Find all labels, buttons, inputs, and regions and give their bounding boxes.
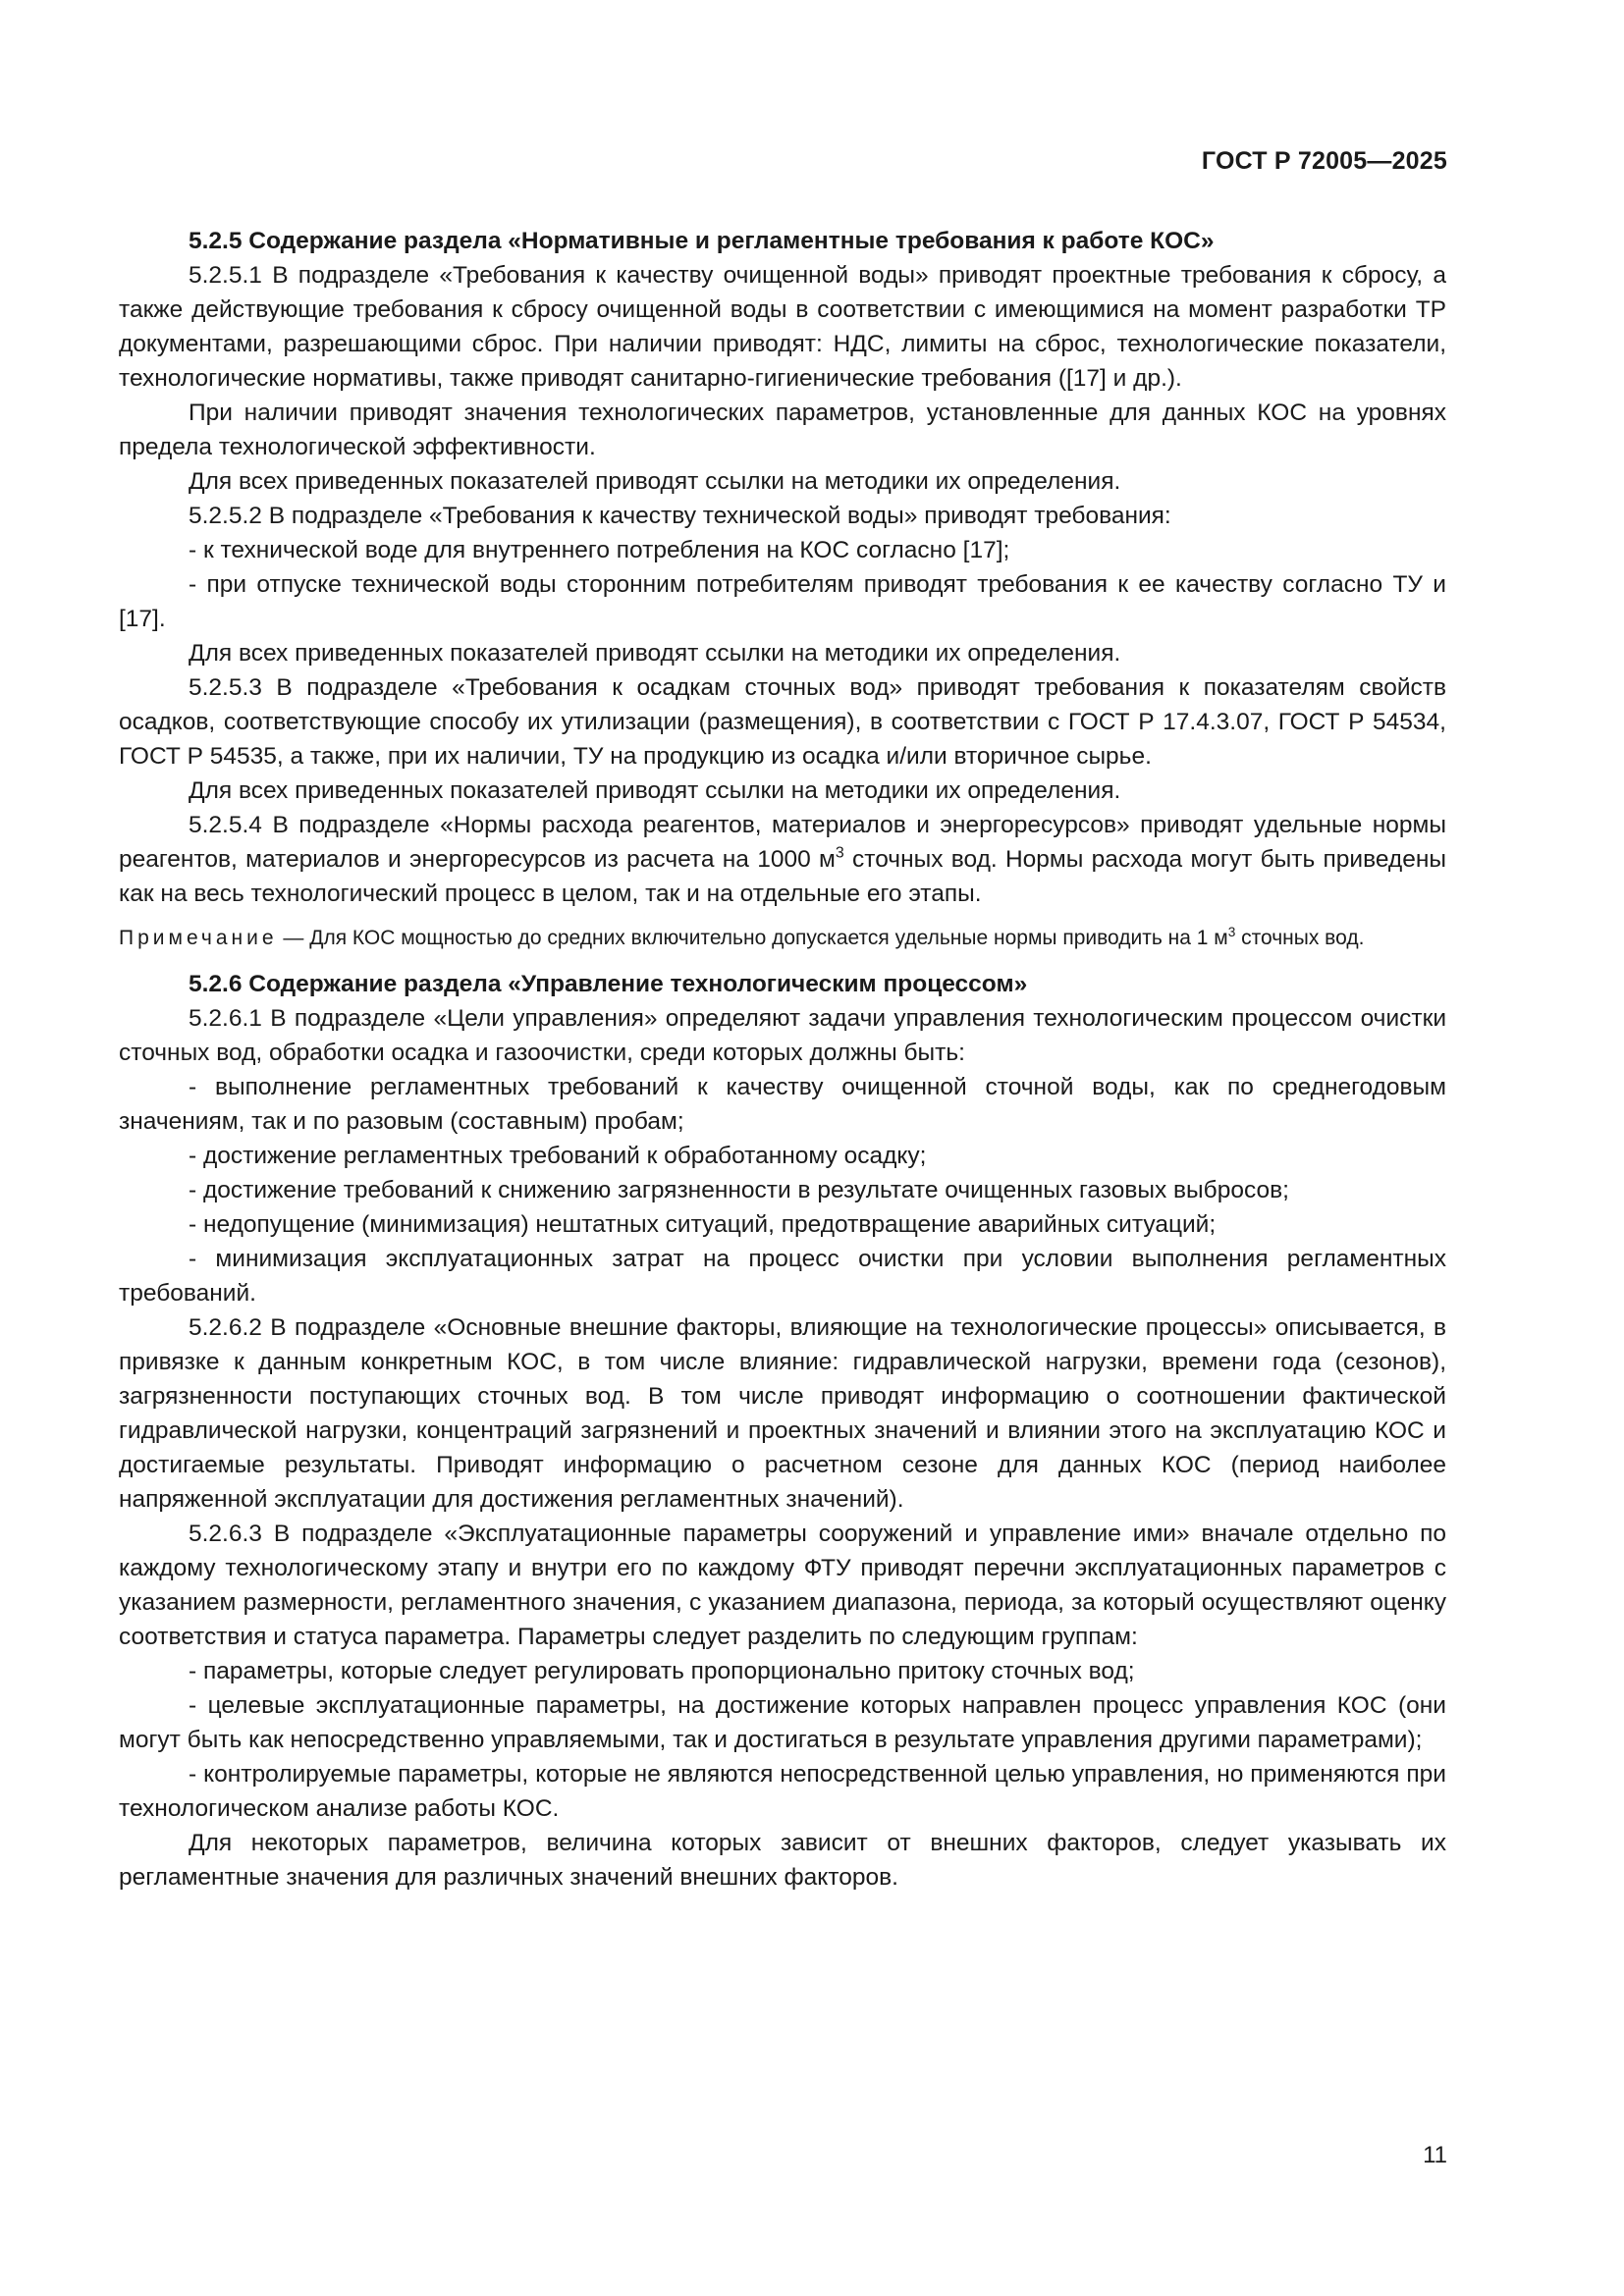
list-item: - параметры, которые следует регулировать пропорционально притоку сточных вод; <box>189 1658 1135 1684</box>
paragraph-5-2-5-4 <box>119 808 1446 911</box>
list-item: - минимизация эксплуатационных затрат на процесс очистки при условии выполнения регламентных требований. <box>119 1246 1446 1307</box>
list-item: - при отпуске технической воды сторонним потребителям приводят требования к ее качеству согласно ТУ и [17]. <box>119 571 1446 632</box>
paragraph: Для всех приведенных показателей приводят ссылки на методики их определения. <box>189 640 1121 667</box>
list-item: - достижение регламентных требований к обработанному осадку; <box>189 1143 927 1169</box>
note-text: сточных вод. <box>1235 927 1365 949</box>
superscript: 3 <box>835 844 844 862</box>
note-text: — Для КОС мощностью до средних включительно допускается удельные нормы приводить на 1 м <box>277 927 1228 949</box>
document-body <box>119 224 1446 1895</box>
paragraph: Для некоторых параметров, величина которых зависит от внешних факторов, следует указывать их регламентные значения для различных значений внешних факторов. <box>119 1830 1446 1891</box>
paragraph: 5.2.5.1 В подразделе «Требования к качеству очищенной воды» приводят проектные требования к сбросу, а также действующие требования к сбросу очищенной воды в соответствии с имеющимися на момент разработки ТР документами, разрешающими сброс. При наличии приводят: НДС, лимиты на сброс, технологические показатели, технологические нормативы, также приводят санитарно-гигиенические требования ([17] и др.). <box>119 262 1446 392</box>
list-item: - контролируемые параметры, которые не являются непосредственной целью управления, но применяются при технологическом анализе работы КОС. <box>119 1761 1446 1822</box>
paragraph-text: 5.2.5.4 В подразделе «Нормы расхода реагентов, материалов и энергоресурсов» приводят удельные нормы реагентов, материалов и энергоресурсов из расчета на 1000 м <box>119 812 1446 873</box>
paragraph: При наличии приводят значения технологических параметров, установленные для данных КОС на уровнях предела технологической эффективности. <box>119 400 1446 460</box>
paragraph: 5.2.6.3 В подразделе «Эксплуатационные параметры сооружений и управление ими» вначале отдельно по каждому технологическому этапу и внутри его по каждому ФТУ приводят перечни эксплуатационных параметров с указанием размерности, регламентного значения, с указанием диапазона, периода, за который осуществляют оценку соответствия и статуса параметра. Параметры следует разделить по следующим группам: <box>119 1521 1446 1650</box>
section-heading-5-2-6: 5.2.6 Содержание раздела «Управление технологическим процессом» <box>189 971 1028 997</box>
list-item: - недопущение (минимизация) нештатных ситуаций, предотвращение аварийных ситуаций; <box>189 1211 1217 1238</box>
document-header: ГОСТ Р 72005—2025 <box>1201 147 1447 175</box>
list-item: - достижение требований к снижению загрязненности в результате очищенных газовых выбросов; <box>189 1177 1289 1203</box>
paragraph-text: сточных вод. Нормы расхода могут быть приведены как на весь технологический процесс в целом, так и на отдельные его этапы. <box>119 846 1446 907</box>
list-item: - целевые эксплуатационные параметры, на достижение которых направлен процесс управления КОС (они могут быть как непосредственно управляемыми, так и достигаться в результате управления другими параметрами); <box>119 1692 1446 1753</box>
page-number: 11 <box>1423 2142 1447 2168</box>
list-item: - выполнение регламентных требований к качеству очищенной сточной воды, как по среднегодовым значениям, так и по разовым (составным) пробам; <box>119 1074 1446 1135</box>
paragraph: Для всех приведенных показателей приводят ссылки на методики их определения. <box>189 777 1121 804</box>
paragraph: 5.2.5.2 В подразделе «Требования к качеству технической воды» приводят требования: <box>189 503 1171 529</box>
paragraph: Для всех приведенных показателей приводят ссылки на методики их определения. <box>189 468 1121 495</box>
note-label: Примечание <box>119 927 278 949</box>
section-heading-5-2-5: 5.2.5 Содержание раздела «Нормативные и регламентные требования к работе КОС» <box>189 228 1215 254</box>
paragraph: 5.2.6.1 В подразделе «Цели управления» определяют задачи управления технологическим процессом очистки сточных вод, обработки осадка и газоочистки, среди которых должны быть: <box>119 1005 1446 1066</box>
paragraph: 5.2.5.3 В подразделе «Требования к осадкам сточных вод» приводят требования к показателям свойств осадков, соответствующие способу их утилизации (размещения), в соответствии с ГОСТ Р 17.4.3.07, ГОСТ Р 54534, ГОСТ Р 54535, а также, при их наличии, ТУ на продукцию из осадка и/или вторичное сырье. <box>119 674 1446 770</box>
note <box>119 923 1446 953</box>
superscript: 3 <box>1227 924 1236 939</box>
paragraph: 5.2.6.2 В подразделе «Основные внешние факторы, влияющие на технологические процессы» описывается, в привязке к данным конкретным КОС, в том числе влияние: гидравлической нагрузки, времени года (сезонов), загрязненности поступающих сточных вод. В том числе приводят информацию о соотношении фактической гидравлической нагрузки, концентраций загрязнений и проектных значений и влиянии этого на эксплуатацию КОС и достигаемые результаты. Приводят информацию о расчетном сезоне для данных КОС (период наиболее напряженной эксплуатации для достижения регламентных значений). <box>119 1314 1446 1513</box>
list-item: - к технической воде для внутреннего потребления на КОС согласно [17]; <box>189 537 1010 563</box>
